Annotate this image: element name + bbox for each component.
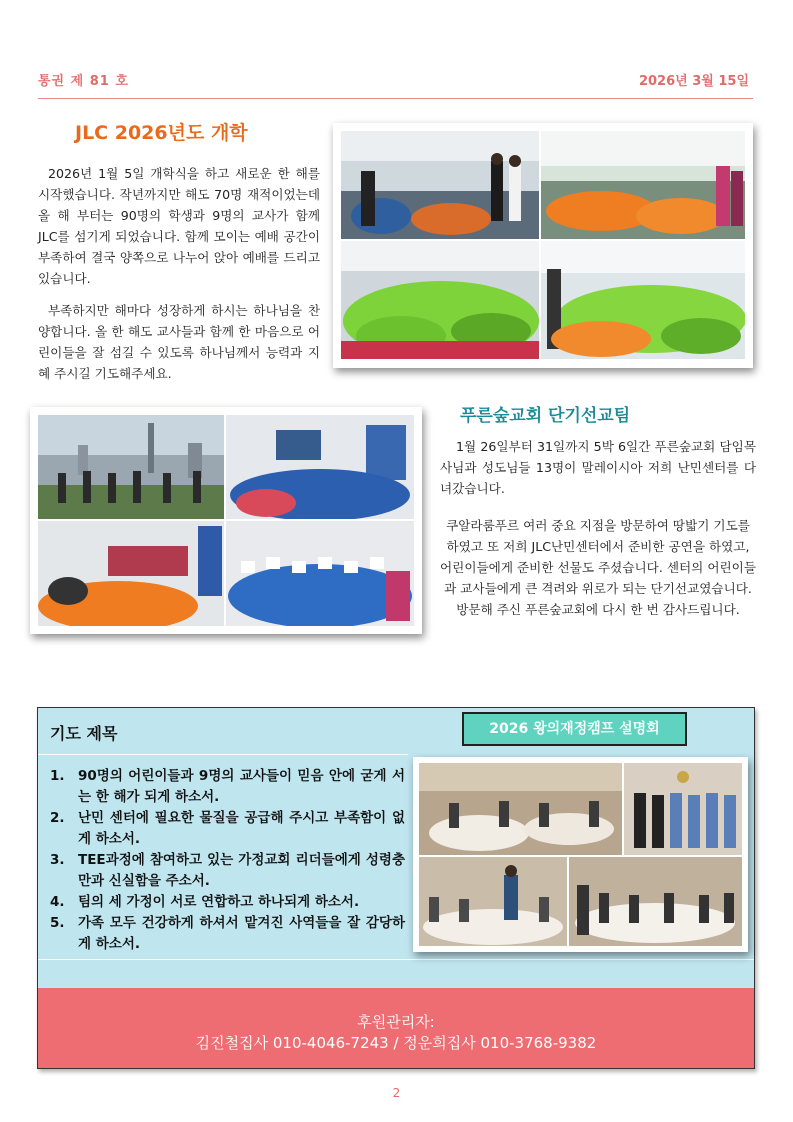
article-paragraph: 2026년 1월 5일 개학식을 하고 새로운 한 해를 시작했습니다. 작년까지만 해도 70명 재적이었는데 올 해 부터는 90명의 학생과 9명의 교사가 함께 JLC를 섬기게 되었습니다. 함께 모이는 예배 공간이 부족하여 결국 양쪽으로 나누어 앉아 예배를 드리고 있습니다. [38, 166, 320, 286]
page-number: 2 [392, 1086, 401, 1100]
article-paragraph: 쿠알라룸푸르 여러 중요 지점을 방문하여 땅밟기 기도를 하였고 또 저희 JLC난민센터에서 준비한 공연을 하였고, 어린이들에게 준비한 선물도 주셨습니다. 센터의 어린이들과 교사들에게 큰 격려와 위로가 되는 단기선교였습니다. 방문해 주신 푸른숲교회에 다시 한 번 감사드립니다. [440, 518, 756, 617]
prayer-title-underline [38, 754, 408, 755]
photo-children-green-shirts-2 [541, 241, 745, 359]
prayer-list [50, 766, 405, 955]
sponsor-label: 후원관리자: [357, 1013, 435, 1031]
issue-number: 통권 제 81 호 [38, 74, 129, 89]
photo-group-standing [624, 763, 742, 855]
prayer-item [50, 808, 405, 850]
photo-city-rooftop-prayer [38, 415, 224, 519]
photo-banquet-hall-tables [419, 763, 622, 855]
sponsor-contact-band [38, 988, 754, 1068]
issue-date: 2026년 3월 15일 [638, 74, 749, 89]
article-title-mission-team: 푸른숲교회 단기선교팀 [460, 406, 631, 426]
prayer-item-text: 90명의 어린이들과 9명의 교사들이 믿음 안에 굳게 서는 한 해가 되게 하소서. [78, 768, 405, 805]
article-paragraph: 부족하지만 해마다 성장하게 하시는 하나님을 찬양합니다. 올 한 해도 교사들과 함께 한 마음으로 어린이들을 잘 섬길 수 있도록 하나님께서 능력과 지혜 주시길 기도해주세요. [38, 303, 320, 381]
photo-speaker-at-tables [419, 857, 567, 946]
photo-collage-opening-worship [333, 123, 753, 368]
prayer-item [50, 913, 405, 955]
photo-performance-orange [38, 521, 224, 626]
prayer-item-number: 4. [50, 894, 65, 910]
prayer-item-number: 3. [50, 852, 65, 868]
prayer-item-number: 1. [50, 768, 65, 784]
prayer-item-text: TEE과정에 참여하고 있는 가정교회 리더들에게 성령충만과 신실함을 주소서. [78, 852, 405, 889]
photo-children-holding-signs [226, 521, 414, 626]
prayer-item [50, 892, 405, 913]
box-divider [38, 959, 754, 960]
prayer-title: 기도 제목 [50, 724, 118, 743]
photo-round-table-gathering [569, 857, 742, 946]
photo-collage-camp-briefing [413, 757, 748, 952]
prayer-item-text: 팀의 세 가정이 서로 연합하고 하나되게 하소서. [78, 894, 360, 910]
prayer-item-text: 가족 모두 건강하게 하셔서 맡겨진 사역들을 잘 감당하게 하소서. [78, 915, 405, 952]
prayer-item [50, 766, 405, 808]
prayer-item-number: 2. [50, 810, 65, 826]
prayer-item-text: 난민 센터에 필요한 물질을 공급해 주시고 부족함이 없게 하소서. [78, 810, 405, 847]
photo-children-green-shirts-1 [341, 241, 539, 359]
prayer-item-number: 5. [50, 915, 65, 931]
article-title-jlc-opening: JLC 2026년도 개학 [75, 122, 248, 144]
photo-classroom-blue-shirts [226, 415, 414, 519]
prayer-item [50, 850, 405, 892]
photo-collage-mission-team [30, 407, 422, 634]
photo-children-orange-shirts [541, 131, 745, 239]
camp-info-badge: 2026 왕의재정캠프 설명회 [462, 712, 687, 746]
photo-worship-leaders [341, 131, 539, 239]
header-divider [38, 98, 753, 99]
article-paragraph: 1월 26일부터 31일까지 5박 6일간 푸른숲교회 담임목사님과 성도님들 13명이 말레이시아 저희 난민센터를 다녀갔습니다. [440, 439, 756, 496]
sponsor-contacts: 김진철집사 010-4046-7243 / 정운희집사 010-3768-9382 [195, 1034, 597, 1052]
